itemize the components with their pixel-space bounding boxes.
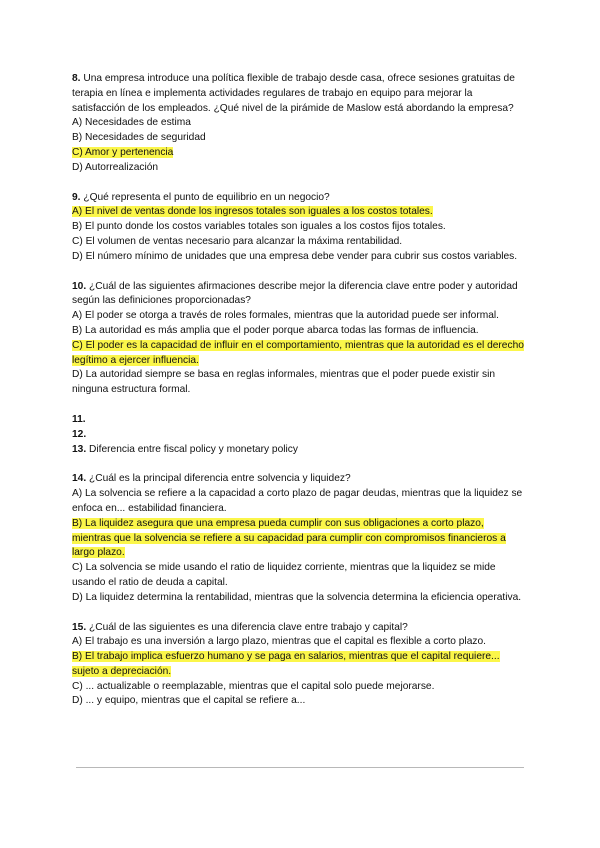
answer-option — [72, 116, 524, 131]
question-block — [72, 191, 524, 265]
question-text: ¿Cuál es la principal diferencia entre solvencia y liquidez? — [89, 473, 351, 485]
answer-text: A) Necesidades de estima — [72, 117, 191, 129]
answer-text: D) ... y equipo, mientras que el capital se refiere a... — [72, 695, 306, 707]
answer-option — [72, 324, 524, 339]
question-number: 10. — [72, 280, 87, 292]
question-text: Diferencia entre fiscal policy y monetary policy — [89, 443, 298, 455]
question-number: 15. — [72, 621, 87, 633]
question-number: 14. — [72, 473, 87, 485]
answer-text: B) La autoridad es más amplia que el poder porque abarca todas las formas de influencia. — [72, 324, 479, 336]
answer-option — [72, 205, 524, 220]
question-stem — [72, 443, 524, 458]
answer-option — [72, 220, 524, 235]
answer-text: C) El volumen de ventas necesario para alcanzar la máxima rentabilidad. — [72, 235, 403, 247]
answer-option — [72, 635, 524, 650]
answer-text: D) El número mínimo de unidades que una empresa debe vender para cubrir sus costos variables. — [72, 250, 518, 262]
question-stem — [72, 280, 524, 310]
question-stem — [72, 72, 524, 116]
question-stem — [72, 413, 524, 428]
answer-option — [72, 131, 524, 146]
answer-option — [72, 339, 524, 369]
footer-divider — [76, 767, 524, 768]
question-list — [72, 72, 524, 709]
highlighted-answer-text: A) El nivel de ventas donde los ingresos totales son iguales a los costos totales. — [72, 206, 433, 218]
question-text: Una empresa introduce una política flexible de trabajo desde casa, ofrece sesiones gratuitas de terapia en línea e implementa actividades regulares de trabajo en equipo para mejorar la satisfacción de los empleados. ¿Qué nivel de la pirámide de Maslow está abordando la empresa? — [72, 73, 515, 114]
highlighted-answer-text: C) Amor y pertenencia — [72, 146, 174, 158]
answer-option — [72, 309, 524, 324]
answer-text: A) La solvencia se refiere a la capacidad a corto plazo de pagar deudas, mientras que la liquidez se enfoca en... estabilidad financiera. — [72, 488, 523, 514]
question-stem — [72, 191, 524, 206]
answer-option — [72, 650, 524, 680]
answer-option — [72, 146, 524, 161]
answer-option — [72, 250, 524, 265]
question-number: 9. — [72, 191, 81, 203]
highlighted-answer-text: B) El trabajo implica esfuerzo humano y se paga en salarios, mientras que el capital requiere... sujeto a depreciación. — [72, 651, 500, 677]
question-block — [72, 413, 524, 428]
answer-option — [72, 680, 524, 695]
question-number: 11. — [72, 413, 86, 425]
question-number: 12. — [72, 428, 87, 440]
highlighted-answer-text: C) El poder es la capacidad de influir en el comportamiento, mientras que la autoridad es el derecho legítimo a ejercer influencia. — [72, 339, 524, 366]
question-number: 8. — [72, 73, 81, 84]
question-text: ¿Cuál de las siguientes afirmaciones describe mejor la diferencia clave entre poder y autoridad según las definiciones proporcionadas? — [72, 280, 518, 307]
answer-text: C) La solvencia se mide usando el ratio de liquidez corriente, mientras que la liquidez se mide usando el ratio de deuda a capital. — [72, 562, 496, 588]
question-block — [72, 621, 524, 710]
answer-text: B) El punto donde los costos variables totales son iguales a los costos fijos totales. — [72, 221, 446, 233]
question-block — [72, 280, 524, 398]
answer-text: C) ... actualizable o reemplazable, mientras que el capital solo puede mejorarse. — [72, 680, 435, 692]
answer-text: D) La autoridad siempre se basa en reglas informales, mientras que el poder puede existir sin ninguna estructura formal. — [72, 369, 496, 396]
question-block — [72, 472, 524, 605]
question-block — [72, 72, 524, 176]
question-stem — [72, 472, 524, 487]
question-number: 13. — [72, 443, 87, 455]
answer-option — [72, 591, 524, 606]
answer-option — [72, 235, 524, 250]
answer-text: A) El trabajo es una inversión a largo plazo, mientras que el capital es flexible a corto plazo. — [72, 636, 486, 648]
highlighted-answer-text: B) La liquidez asegura que una empresa pueda cumplir con sus obligaciones a corto plazo, mientras que la solvencia se refiere a su capacidad para cumplir con compromisos financieros a largo plazo. — [72, 517, 506, 559]
question-block — [72, 443, 524, 458]
question-stem — [72, 428, 524, 443]
answer-option — [72, 561, 524, 591]
answer-option — [72, 694, 524, 709]
answer-text: D) La liquidez determina la rentabilidad, mientras que la solvencia determina la eficiencia operativa. — [72, 591, 522, 603]
answer-option — [72, 368, 524, 398]
answer-text: D) Autorrealización — [72, 161, 159, 173]
question-stem — [72, 621, 524, 636]
answer-text: A) El poder se otorga a través de roles formales, mientras que la autoridad puede ser informal. — [72, 310, 499, 322]
answer-text: B) Necesidades de seguridad — [72, 132, 206, 144]
question-text: ¿Cuál de las siguientes es una diferencia clave entre trabajo y capital? — [89, 621, 408, 633]
answer-option — [72, 517, 524, 561]
answer-option — [72, 487, 524, 517]
answer-option — [72, 161, 524, 176]
question-text: ¿Qué representa el punto de equilibrio en un negocio? — [83, 191, 330, 203]
question-block — [72, 428, 524, 443]
